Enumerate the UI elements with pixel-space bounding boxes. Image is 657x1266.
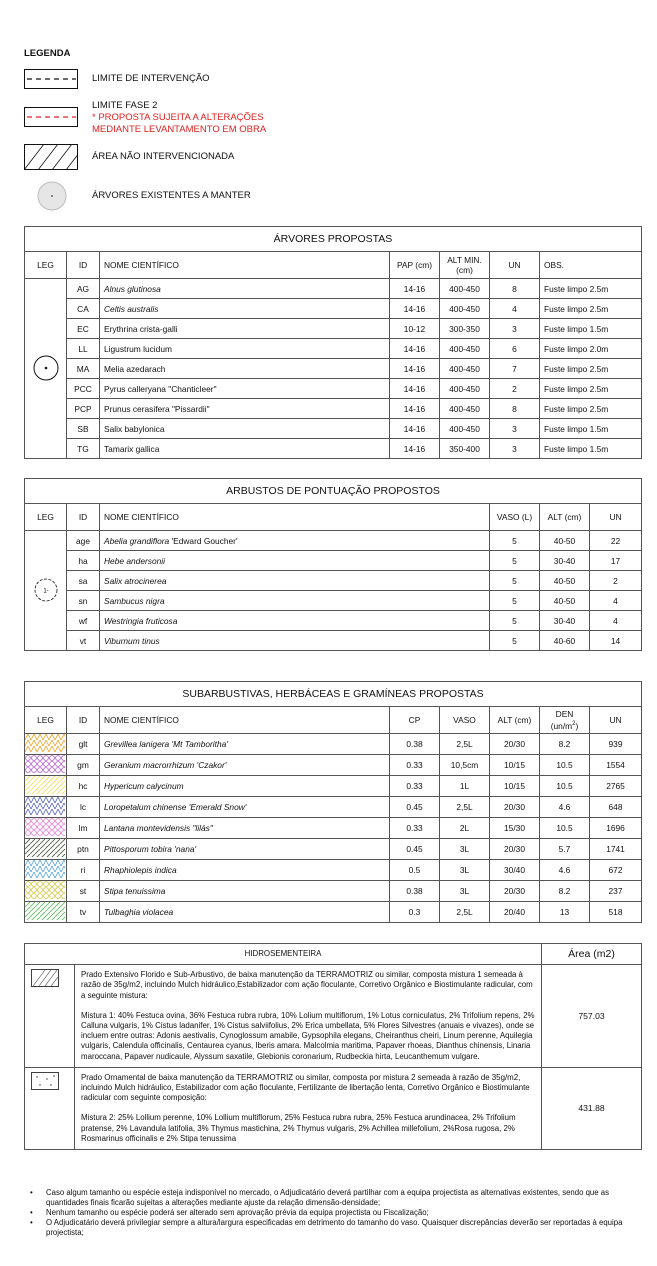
col-leg: LEG	[25, 707, 67, 734]
tree-obs: Fuste limpo 1.5m	[540, 419, 642, 439]
herb-un: 1554	[590, 755, 642, 776]
tree-id: SB	[67, 419, 100, 439]
hatch-swatch-icon	[31, 969, 59, 987]
shrub-id: wf	[67, 611, 100, 631]
hydro-mix2-intro: Prado Ornamental de baixa manutenção da TERRAMOTRIZ ou similar, composta por mistura 2 semeada à razão de 35g/m2, incluindo Mulch hidráulico, Estabilizador com ação floculante, Fertilizante de libertação lenta, Corretivo Orgânico e Biostimulante radicular com seguinte composição:	[81, 1072, 530, 1103]
hydro-mix1-area: 757.03	[542, 965, 642, 1068]
shrub-id: ha	[67, 551, 100, 571]
col-vaso: VASO	[440, 707, 490, 734]
shrub-alt: 30-40	[540, 611, 590, 631]
herb-pattern-icon	[25, 776, 65, 794]
legend-phase2-label	[92, 100, 266, 136]
shrub-id: sn	[67, 591, 100, 611]
herbs-table	[24, 681, 642, 923]
herb-legend-swatch	[25, 839, 67, 860]
table-row	[25, 279, 642, 299]
hydro-mix2-symbol	[25, 1067, 75, 1149]
herb-pattern-icon	[25, 797, 65, 815]
shrub-species: Viburnum tinus	[104, 635, 160, 646]
hydro-mix2-description	[75, 1067, 542, 1149]
herb-id: glt	[67, 734, 100, 755]
herb-name: Loropetalum chinense 'Emerald Snow'	[100, 797, 390, 818]
tree-id: AG	[67, 279, 100, 299]
herb-pattern-icon	[25, 818, 65, 836]
herb-den: 8.2	[540, 734, 590, 755]
legend-intervention-label: LIMITE DE INTERVENÇÃO	[92, 73, 210, 84]
herb-legend-swatch	[25, 734, 67, 755]
herb-id: lm	[67, 818, 100, 839]
tree-name: Celtis australis	[100, 299, 390, 319]
shrub-name	[100, 571, 490, 591]
table-row	[25, 299, 642, 319]
herb-alt: 20/30	[490, 734, 540, 755]
shrub-alt: 40-50	[540, 571, 590, 591]
shrub-symbol-label: 1-	[42, 588, 49, 594]
shrub-name	[100, 531, 490, 551]
col-name: NOME CIENTÍFICO	[100, 252, 390, 279]
hydro-mix1-symbol	[25, 965, 75, 1068]
den-sup: 2	[572, 721, 576, 728]
herb-vaso: 3L	[440, 839, 490, 860]
herb-id: st	[67, 881, 100, 902]
table-row	[25, 818, 642, 839]
tree-un: 4	[490, 299, 540, 319]
legend-phase2-note2: MEDIANTE LEVANTAMENTO EM OBRA	[92, 124, 267, 135]
tree-pap: 14-16	[390, 439, 440, 459]
herb-den: 10.5	[540, 818, 590, 839]
herb-cp: 0.45	[390, 797, 440, 818]
herb-id: gm	[67, 755, 100, 776]
shrub-alt: 30-40	[540, 551, 590, 571]
table-row	[25, 551, 642, 571]
herb-alt: 10/15	[490, 755, 540, 776]
herb-alt: 20/30	[490, 839, 540, 860]
table-row	[25, 881, 642, 902]
herb-den: 10.5	[540, 755, 590, 776]
herb-name: Hypericum calycinum	[100, 776, 390, 797]
tree-alt: 400-450	[440, 419, 490, 439]
notes-list	[24, 1188, 641, 1238]
tree-id: TG	[67, 439, 100, 459]
herb-vaso: 2L	[440, 818, 490, 839]
col-id: ID	[67, 504, 100, 531]
col-name: NOME CIENTÍFICO	[100, 707, 390, 734]
herb-id: ri	[67, 860, 100, 881]
shrub-name	[100, 611, 490, 631]
table-row	[25, 571, 642, 591]
herb-cp: 0.33	[390, 755, 440, 776]
shrub-vaso: 5	[490, 571, 540, 591]
shrub-name	[100, 551, 490, 571]
shrubs-table	[24, 478, 642, 651]
tree-obs: Fuste limpo 1.5m	[540, 319, 642, 339]
tree-pap: 14-16	[390, 379, 440, 399]
shrub-species: Westringia fruticosa	[104, 615, 178, 626]
table-row	[25, 419, 642, 439]
hydro-mix1-description	[75, 965, 542, 1068]
col-cp: CP	[390, 707, 440, 734]
hydro-area-header: Área (m2)	[542, 944, 642, 965]
tree-un: 3	[490, 439, 540, 459]
legend-existing-trees-label: ÁRVORES EXISTENTES A MANTER	[92, 190, 251, 201]
tree-alt: 300-350	[440, 319, 490, 339]
herb-cp: 0.38	[390, 734, 440, 755]
shrub-vaso: 5	[490, 531, 540, 551]
herb-pattern-icon	[25, 755, 65, 773]
col-alt: ALT (cm)	[540, 504, 590, 531]
tree-name: Alnus glutinosa	[100, 279, 390, 299]
herb-den: 10.5	[540, 776, 590, 797]
tree-id: PCC	[67, 379, 100, 399]
herb-den: 13	[540, 902, 590, 923]
herb-vaso: 1L	[440, 776, 490, 797]
tree-pap: 14-16	[390, 339, 440, 359]
col-un: UN	[590, 707, 642, 734]
tree-un: 7	[490, 359, 540, 379]
col-alt: ALT (cm)	[490, 707, 540, 734]
herbs-title: SUBARBUSTIVAS, HERBÁCEAS E GRAMÍNEAS PROPOSTAS	[25, 682, 642, 707]
herb-alt: 20/30	[490, 881, 540, 902]
table-row	[25, 591, 642, 611]
tree-alt: 350-400	[440, 439, 490, 459]
herb-den: 4.6	[540, 860, 590, 881]
proposed-tree-icon	[32, 354, 60, 382]
tree-pap: 10-12	[390, 319, 440, 339]
table-row	[25, 339, 642, 359]
tree-pap: 14-16	[390, 299, 440, 319]
hydro-mix2-composition: Mistura 2: 25% Lollium perenne, 10% Lollium multiflorum, 25% Festuca rubra rubra, 25% Festuca arundinacea, 2% Trifolium pratense, 2% Lavandula latifolia, 3% Thymus mastichina, 2% Thymus vulgaris, 2% Achillea millefolium, 2%Rosa rugosa, 2% Rosmarinus officinalis e 2% Stipa tenussima	[81, 1113, 516, 1143]
tree-pap: 14-16	[390, 419, 440, 439]
herb-cp: 0.33	[390, 776, 440, 797]
tree-un: 8	[490, 399, 540, 419]
herb-un: 672	[590, 860, 642, 881]
tree-un: 2	[490, 379, 540, 399]
herb-alt: 20/40	[490, 902, 540, 923]
herb-id: ptn	[67, 839, 100, 860]
tree-obs: Fuste limpo 2.0m	[540, 339, 642, 359]
herb-name: Grevillea lanigera 'Mt Tamboritha'	[100, 734, 390, 755]
tree-id: PCP	[67, 399, 100, 419]
tree-un: 6	[490, 339, 540, 359]
shrub-id: age	[67, 531, 100, 551]
shrub-species: Hebe andersonii	[104, 555, 165, 566]
herb-vaso: 3L	[440, 860, 490, 881]
shrub-un: 4	[590, 611, 642, 631]
tree-un: 8	[490, 279, 540, 299]
tree-alt: 400-450	[440, 299, 490, 319]
shrub-un: 14	[590, 631, 642, 651]
herb-un: 1741	[590, 839, 642, 860]
tree-obs: Fuste limpo 2.5m	[540, 359, 642, 379]
shrub-name	[100, 631, 490, 651]
tree-name: Prunus cerasifera "Pissardii"	[100, 399, 390, 419]
shrub-id: vt	[67, 631, 100, 651]
shrub-alt: 40-50	[540, 531, 590, 551]
shrub-id: sa	[67, 571, 100, 591]
hatched-area-symbol	[24, 144, 78, 170]
shrub-un: 4	[590, 591, 642, 611]
existing-tree-icon	[37, 181, 67, 211]
herb-pattern-icon	[25, 839, 65, 857]
intervention-limit-symbol	[24, 69, 78, 89]
table-row	[25, 611, 642, 631]
herb-name: Lantana montevidensis "lilás"	[100, 818, 390, 839]
den-close: )	[575, 720, 579, 731]
herb-name: Tulbaghia violacea	[100, 902, 390, 923]
col-un: UN	[490, 252, 540, 279]
tree-un: 3	[490, 319, 540, 339]
herb-pattern-icon	[25, 734, 65, 752]
herb-legend-swatch	[25, 797, 67, 818]
hydroseeding-table	[24, 943, 642, 1150]
tree-name: Salix babylonica	[100, 419, 390, 439]
herb-vaso: 3L	[440, 881, 490, 902]
col-leg: LEG	[25, 252, 67, 279]
herb-pattern-icon	[25, 881, 65, 899]
tree-un: 3	[490, 419, 540, 439]
col-id: ID	[67, 707, 100, 734]
herb-legend-swatch	[25, 776, 67, 797]
shrub-alt: 40-60	[540, 631, 590, 651]
herb-id: tv	[67, 902, 100, 923]
herb-cp: 0.3	[390, 902, 440, 923]
note-item: • Nenhum tamanho ou espécie poderá ser alterado sem aprovação prévia da equipa projectista ou Fiscalização;	[24, 1208, 641, 1218]
tree-alt: 400-450	[440, 379, 490, 399]
tree-legend-symbol	[25, 279, 67, 459]
shrub-vaso: 5	[490, 551, 540, 571]
col-name: NOME CIENTÍFICO	[100, 504, 490, 531]
shrub-species: Sambucus nigra	[104, 595, 165, 606]
shrub-vaso: 5	[490, 631, 540, 651]
tree-id: LL	[67, 339, 100, 359]
legend-not-intervened-label: ÁREA NÃO INTERVENCIONADA	[92, 151, 235, 162]
note-item: • O Adjudicatário deverá privilegiar sempre a altura/largura especificadas em detrimento do tamanho do vaso. Quaisquer discrepâncias deverão ser reportadas à equipa projectista;	[24, 1218, 641, 1238]
table-row	[25, 860, 642, 881]
herb-den: 5.7	[540, 839, 590, 860]
shrub-alt: 40-50	[540, 591, 590, 611]
tree-obs: Fuste limpo 2.5m	[540, 279, 642, 299]
herb-pattern-icon	[25, 902, 65, 920]
table-row	[25, 902, 642, 923]
herb-vaso: 10,5cm	[440, 755, 490, 776]
herb-legend-swatch	[25, 860, 67, 881]
note-item: • Caso algum tamanho ou espécie esteja indisponível no mercado, o Adjudicatário deverá partilhar com a equipa projectista as alternativas existentes, sendo que as quantidades finais ficarão sujeitas a alterações mediante ajuste da relação dimensão-densidade;	[24, 1188, 641, 1208]
herb-legend-swatch	[25, 881, 67, 902]
herb-den: 8.2	[540, 881, 590, 902]
herb-legend-swatch	[25, 818, 67, 839]
table-row	[25, 755, 642, 776]
tree-alt: 400-450	[440, 279, 490, 299]
table-row	[25, 631, 642, 651]
herb-vaso: 2,5L	[440, 797, 490, 818]
herb-name: Stipa tenuissima	[100, 881, 390, 902]
shrub-name	[100, 591, 490, 611]
shrub-un: 2	[590, 571, 642, 591]
tree-id: EC	[67, 319, 100, 339]
shrub-un: 22	[590, 531, 642, 551]
tree-name: Erythrina crista-galli	[100, 319, 390, 339]
herb-legend-swatch	[25, 902, 67, 923]
herb-cp: 0.45	[390, 839, 440, 860]
col-obs: OBS.	[540, 252, 642, 279]
table-row	[25, 734, 642, 755]
herb-alt: 15/30	[490, 818, 540, 839]
herb-un: 2765	[590, 776, 642, 797]
col-den	[540, 707, 590, 734]
hydro-mix1-composition: Mistura 1: 40% Festuca ovina, 36% Festuca rubra rubra, 10% Lolium multiflorum, 1% Lotus corniculatus, 2% Trifolium repens, 2% Calluna vulgaris, 1% Cistus ladanifer, 1% Cistus salviifolius, 2% Erica umbellata, 5% Flores Silvestres (anuais e vivazes), onde se incluem entre outras: Adonis aestivalis, Cynoglossum amabile, Gypsophila elegans, Cheiranthus cheiri, Linum perenne, Aquilegia vulgaris, Calendula officinalis, Centaurea cyanus, Iberis amara. Malcolmia maritima, Papaver rhoeas, Dianthus chinensis, Linaria maroccana, Papaver nudicaule, Alyssum saxatile, Glebionis coronarium, Rudbeckia hirta, Leucanthemum vulgare.	[81, 1010, 535, 1061]
shrub-vaso: 5	[490, 591, 540, 611]
herb-un: 518	[590, 902, 642, 923]
herb-vaso: 2,5L	[440, 902, 490, 923]
herb-pattern-icon	[25, 860, 65, 878]
herb-cp: 0.33	[390, 818, 440, 839]
shrubs-title: ARBUSTOS DE PONTUAÇÃO PROPOSTOS	[25, 479, 642, 504]
shrub-un: 17	[590, 551, 642, 571]
herb-un: 237	[590, 881, 642, 902]
shrub-vaso: 5	[490, 611, 540, 631]
tree-id: CA	[67, 299, 100, 319]
trees-title: ÁRVORES PROPOSTAS	[25, 227, 642, 252]
legend-phase2-note1: * PROPOSTA SUJEITA A ALTERAÇÕES	[92, 112, 264, 123]
legend-title: LEGENDA	[24, 48, 71, 59]
tree-name: Tamarix gallica	[100, 439, 390, 459]
hydro-mix1-intro: Prado Extensivo Florido e Sub-Arbustivo, de baixa manutenção da TERRAMOTRIZ ou similar, composta mistura 1 semeada à razão de 35g/m2, incluindo Mulch hidráulico,Estabilizador com ação floculante, Corretivo Orgânico e Biostimulante radicular, com a seguinte mistura:	[81, 970, 533, 1000]
shrub-legend-symbol	[25, 531, 67, 651]
tree-name: Pyrus calleryana "Chanticleer"	[100, 379, 390, 399]
tree-name: Ligustrum lucidum	[100, 339, 390, 359]
herb-name: Geranium macrorrhizum 'Czakor'	[100, 755, 390, 776]
herb-alt: 20/30	[490, 797, 540, 818]
phase2-limit-symbol	[24, 107, 78, 127]
table-row	[25, 379, 642, 399]
col-alt: ALT MIN. (cm)	[440, 252, 490, 279]
table-row	[25, 531, 642, 551]
herb-name: Pittosporum tobira 'nana'	[100, 839, 390, 860]
shrub-species: Abelia grandiflora	[104, 535, 170, 546]
herb-legend-swatch	[25, 755, 67, 776]
col-un: UN	[590, 504, 642, 531]
den-label: DEN (un/m	[550, 709, 574, 731]
dotted-swatch-icon	[31, 1072, 59, 1090]
herb-un: 1696	[590, 818, 642, 839]
tree-alt: 400-450	[440, 339, 490, 359]
trees-table	[24, 226, 642, 459]
shrub-species: Salix atrocinerea	[104, 575, 167, 586]
tree-pap: 14-16	[390, 359, 440, 379]
herb-un: 648	[590, 797, 642, 818]
tree-obs: Fuste limpo 2.5m	[540, 299, 642, 319]
table-row	[25, 797, 642, 818]
shrub-cultivar: 'Edward Goucher'	[169, 535, 238, 546]
herb-id: lc	[67, 797, 100, 818]
table-row	[25, 839, 642, 860]
table-row	[25, 776, 642, 797]
proposed-shrub-icon	[32, 576, 60, 604]
col-pap: PAP (cm)	[390, 252, 440, 279]
herb-id: hc	[67, 776, 100, 797]
legend-phase2-title: LIMITE FASE 2	[92, 100, 158, 111]
hydro-title: HIDROSEMENTEIRA	[25, 944, 542, 965]
herb-name: Rhaphiolepis indica	[100, 860, 390, 881]
hydro-mix2-area: 431.88	[542, 1067, 642, 1149]
herb-alt: 10/15	[490, 776, 540, 797]
herb-cp: 0.38	[390, 881, 440, 902]
tree-pap: 14-16	[390, 279, 440, 299]
tree-pap: 14-16	[390, 399, 440, 419]
herb-vaso: 2,5L	[440, 734, 490, 755]
table-row	[25, 359, 642, 379]
table-row	[25, 319, 642, 339]
table-row	[25, 399, 642, 419]
tree-obs: Fuste limpo 1.5m	[540, 439, 642, 459]
col-leg: LEG	[25, 504, 67, 531]
herb-den: 4.6	[540, 797, 590, 818]
herb-alt: 30/40	[490, 860, 540, 881]
tree-obs: Fuste limpo 2.5m	[540, 379, 642, 399]
tree-alt: 400-450	[440, 359, 490, 379]
tree-obs: Fuste limpo 2.5m	[540, 399, 642, 419]
herb-un: 939	[590, 734, 642, 755]
table-row	[25, 439, 642, 459]
col-id: ID	[67, 252, 100, 279]
col-vaso: VASO (L)	[490, 504, 540, 531]
herb-cp: 0.5	[390, 860, 440, 881]
tree-id: MA	[67, 359, 100, 379]
tree-alt: 400-450	[440, 399, 490, 419]
tree-name: Melia azedarach	[100, 359, 390, 379]
